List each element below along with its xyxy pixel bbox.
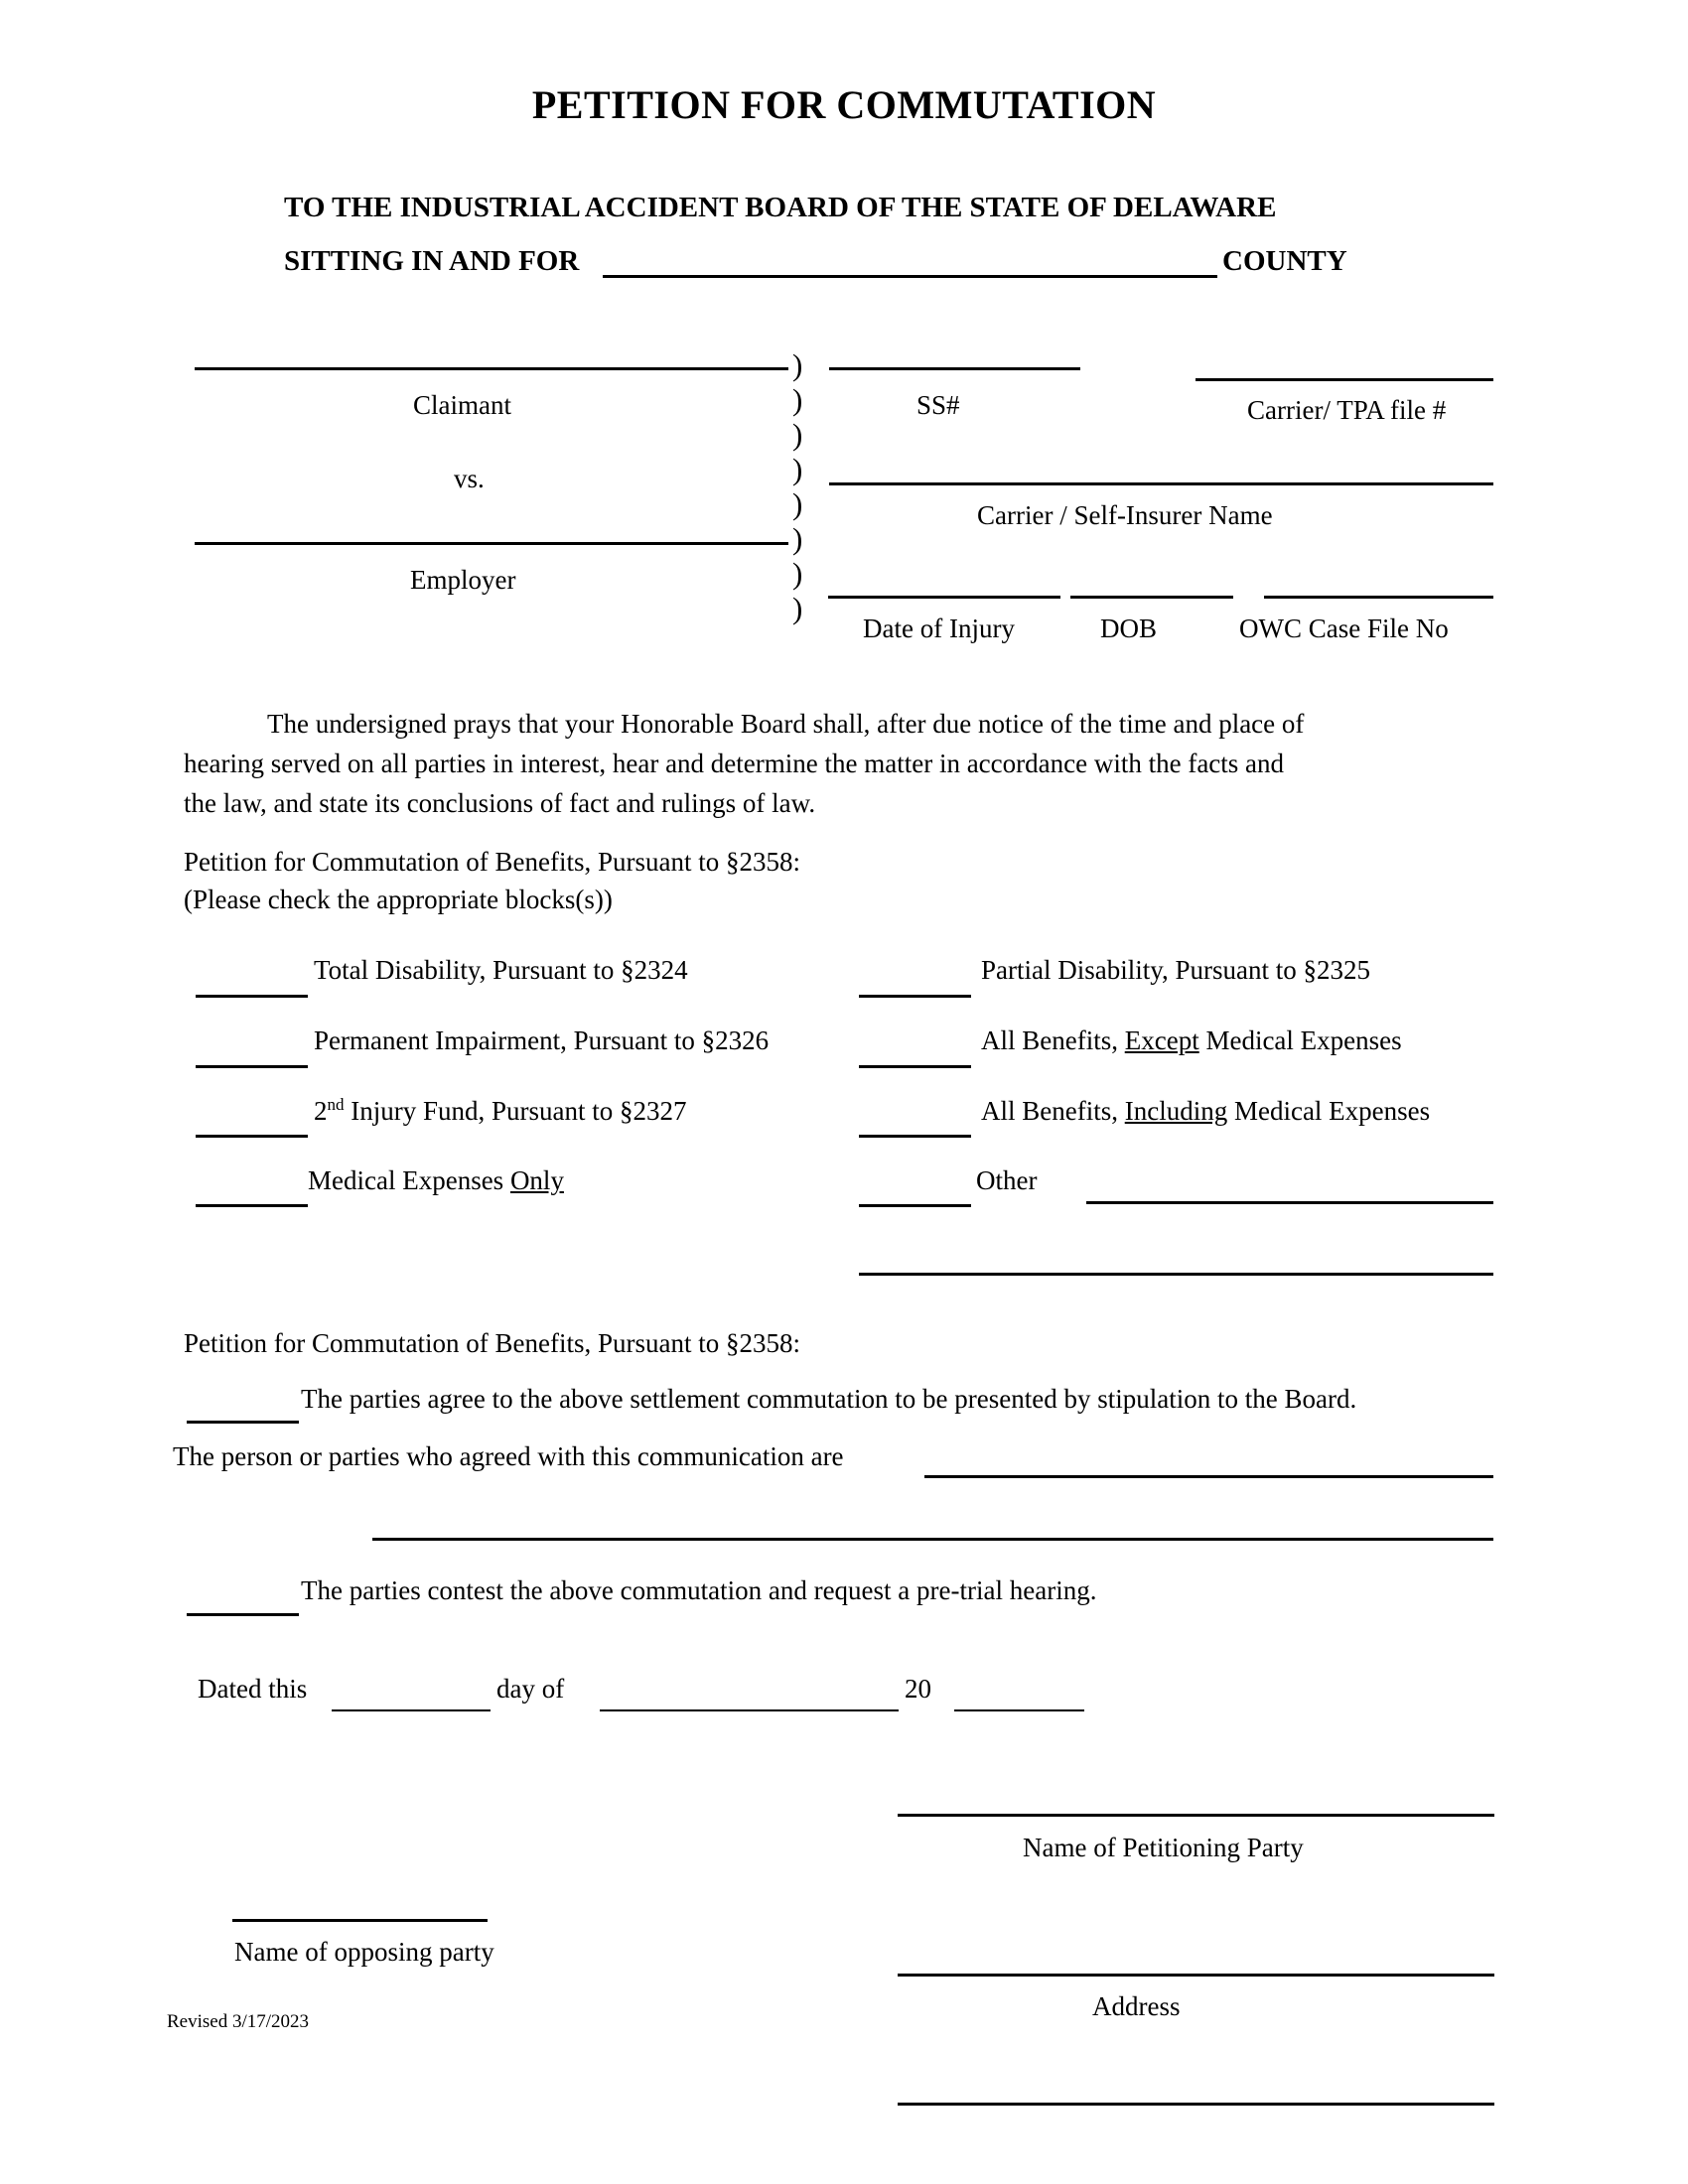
owc-blank-rule[interactable] [1264, 596, 1493, 599]
dated-day-blank-rule[interactable] [332, 1709, 491, 1711]
checkbox-label-partial-disability: Partial Disability, Pursuant to §2325 [981, 955, 1370, 985]
checkbox-blank-all-benefits-except[interactable] [859, 1065, 971, 1068]
all-benefits-including-pre: All Benefits, [981, 1096, 1125, 1126]
dated-month-blank-rule[interactable] [600, 1709, 899, 1711]
claimant-blank-rule[interactable] [195, 367, 788, 370]
caption-paren-3: ) [792, 417, 803, 452]
vs-label: vs. [454, 464, 485, 493]
dated-mid: day of [496, 1674, 565, 1704]
header-board-line: TO THE INDUSTRIAL ACCIDENT BOARD OF THE STATE OF DELAWARE [284, 192, 1277, 223]
carrier-self-insurer-blank-rule[interactable] [829, 482, 1493, 485]
caption-paren-8: ) [792, 591, 803, 625]
checkbox-label-total-disability: Total Disability, Pursuant to §2324 [314, 955, 688, 985]
dated-prefix: Dated this [198, 1674, 308, 1704]
checkbox-label-medical-expenses-only [308, 1165, 564, 1196]
claimant-label: Claimant [413, 390, 511, 420]
parties-contest-text: The parties contest the above commutation and request a pre-trial hearing. [301, 1575, 1097, 1605]
owc-label: OWC Case File No [1239, 614, 1449, 643]
all-benefits-except-pre: All Benefits, [981, 1025, 1125, 1055]
header-county-suffix: COUNTY [1222, 245, 1347, 277]
prayer-line-3: the law, and state its conclusions of fact and rulings of law. [184, 788, 816, 818]
checkbox-label-permanent-impairment: Permanent Impairment, Pursuant to §2326 [314, 1025, 770, 1055]
carrier-tpa-blank-rule[interactable] [1196, 378, 1493, 381]
medical-expenses-only-underline: Only [509, 1165, 564, 1195]
dated-year-blank-rule[interactable] [954, 1709, 1084, 1711]
opposing-party-blank-rule[interactable] [232, 1919, 488, 1922]
county-blank-rule[interactable] [603, 275, 1217, 278]
all-benefits-including-underline: Including [1124, 1096, 1228, 1126]
carrier-tpa-label: Carrier/ TPA file # [1247, 395, 1447, 425]
checkbox-blank-all-benefits-including[interactable] [859, 1135, 971, 1138]
page-title: PETITION FOR COMMUTATION [531, 82, 1157, 127]
header-county-prefix: SITTING IN AND FOR [284, 245, 580, 277]
second-injury-fund-rest: Injury Fund, Pursuant to §2327 [344, 1096, 687, 1126]
second-injury-fund-number: 2 [314, 1096, 328, 1126]
parties-agree-text: The parties agree to the above settlement commutation to be presented by stipulation to the Board. [301, 1384, 1357, 1414]
checkbox-label-second-injury-fund [314, 1096, 687, 1127]
prayer-line-1: The undersigned prays that your Honorable Board shall, after due notice of the time and place of [267, 709, 1305, 739]
ss-blank-rule[interactable] [829, 367, 1080, 370]
caption-paren-6: ) [792, 521, 803, 556]
checkbox-blank-parties-agree[interactable] [187, 1421, 299, 1424]
checkbox-blank-second-injury-fund[interactable] [196, 1135, 308, 1138]
employer-blank-rule[interactable] [195, 542, 788, 545]
second-injury-fund-ordinal: nd [327, 1095, 345, 1114]
caption-paren-5: ) [792, 486, 803, 521]
revised-date: Revised 3/17/2023 [167, 2011, 310, 2032]
petitioning-party-blank-rule[interactable] [898, 1814, 1494, 1817]
other-text-blank-rule-2[interactable] [859, 1273, 1493, 1276]
address-label: Address [1092, 1991, 1181, 2021]
checkbox-label-all-benefits-except [981, 1025, 1402, 1056]
persons-agreed-blank-rule-2[interactable] [372, 1538, 1493, 1541]
section1-heading: Petition for Commutation of Benefits, Pursuant to §2358: [184, 847, 800, 877]
all-benefits-except-underline: Except [1124, 1025, 1199, 1055]
caption-paren-7: ) [792, 556, 803, 591]
carrier-self-insurer-label: Carrier / Self-Insurer Name [977, 500, 1273, 530]
checkbox-label-other: Other [976, 1165, 1038, 1195]
prayer-line-2: hearing served on all parties in interest, hear and determine the matter in accordance with the facts and [184, 749, 1285, 778]
caption-paren-2: ) [792, 382, 803, 417]
date-of-injury-label: Date of Injury [863, 614, 1015, 643]
checkbox-label-all-benefits-including [981, 1096, 1430, 1127]
all-benefits-including-post: Medical Expenses [1227, 1096, 1431, 1126]
petitioning-party-label: Name of Petitioning Party [1023, 1833, 1304, 1862]
dob-blank-rule[interactable] [1070, 596, 1233, 599]
address-blank-rule-2[interactable] [898, 2103, 1494, 2106]
checkbox-blank-permanent-impairment[interactable] [196, 1065, 308, 1068]
address-blank-rule-1[interactable] [898, 1974, 1494, 1977]
all-benefits-except-post: Medical Expenses [1198, 1025, 1402, 1055]
prayer-paragraph [184, 704, 1494, 823]
checkbox-blank-medical-expenses-only[interactable] [196, 1204, 308, 1207]
dob-label: DOB [1100, 614, 1158, 643]
date-of-injury-blank-rule[interactable] [828, 596, 1060, 599]
medical-expenses-only-pre: Medical Expenses [308, 1165, 510, 1195]
persons-agreed-text: The person or parties who agreed with this communication are [173, 1441, 844, 1471]
persons-agreed-blank-rule-1[interactable] [924, 1475, 1493, 1478]
opposing-party-label: Name of opposing party [234, 1937, 494, 1967]
checkbox-blank-parties-contest[interactable] [187, 1613, 299, 1616]
checkbox-blank-total-disability[interactable] [196, 995, 308, 998]
dated-year-prefix: 20 [905, 1674, 931, 1704]
caption-paren-4: ) [792, 452, 803, 486]
section1-instruction: (Please check the appropriate blocks(s)) [184, 885, 613, 914]
section2-heading: Petition for Commutation of Benefits, Pursuant to §2358: [184, 1328, 800, 1358]
employer-label: Employer [410, 565, 516, 595]
caption-paren-1: ) [792, 347, 803, 382]
checkbox-blank-other[interactable] [859, 1204, 971, 1207]
ss-label: SS# [916, 390, 960, 420]
checkbox-blank-partial-disability[interactable] [859, 995, 971, 998]
other-text-blank-rule-1[interactable] [1086, 1201, 1493, 1204]
